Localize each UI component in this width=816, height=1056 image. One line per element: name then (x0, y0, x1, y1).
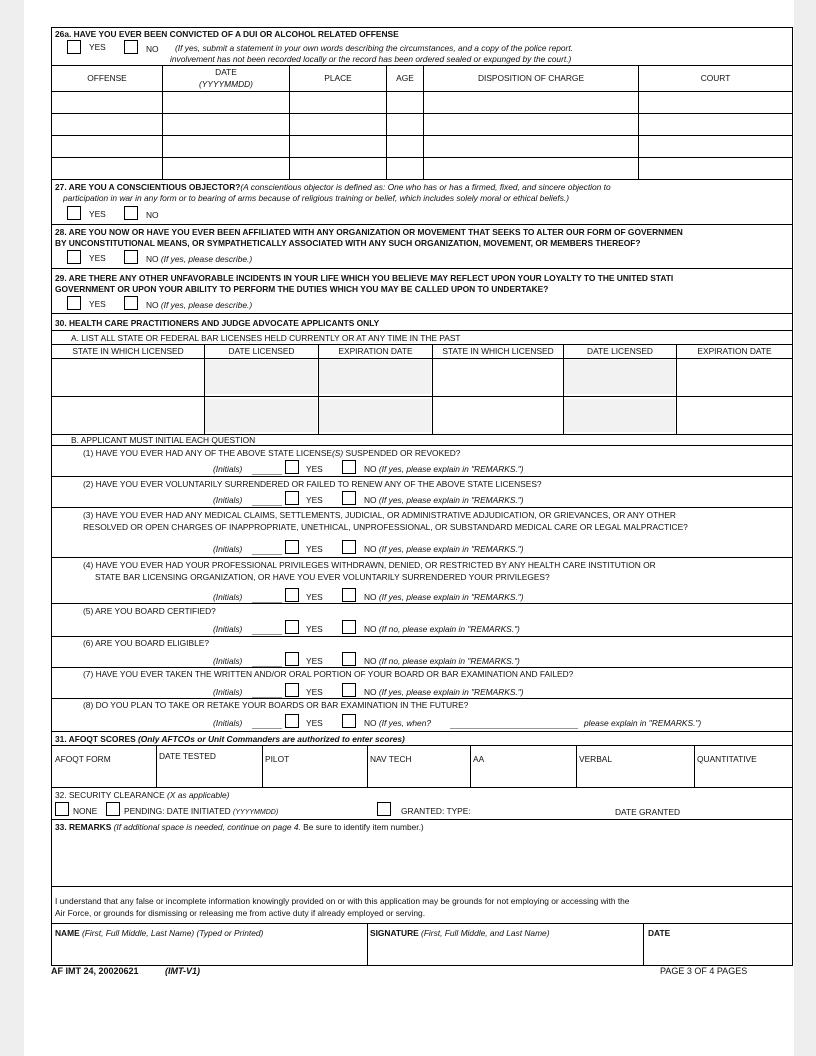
q30-item8-no-label (364, 718, 431, 728)
q29-yes-checkbox[interactable] (67, 296, 81, 310)
q26a-row2-offense[interactable] (54, 115, 160, 133)
q30-row2-exp-1[interactable] (319, 399, 431, 432)
q30-item6-yes-label: YES (306, 656, 323, 666)
q30-item7-initials-field[interactable] (252, 683, 282, 698)
q30-item5-no-checkbox[interactable] (342, 620, 356, 634)
q30-item6-no-label (364, 656, 520, 666)
q30-row1-exp-1[interactable] (319, 360, 431, 394)
q32-granted-label: GRANTED: TYPE: (401, 806, 471, 816)
q32-pending-text (124, 806, 278, 818)
q33-note: (If additional space is needed, continue on page 4. (113, 822, 301, 832)
date-field[interactable] (646, 940, 790, 962)
q30-item6-yes-checkbox[interactable] (285, 652, 299, 666)
q30-col-date-1: DATE LICENSED (228, 346, 295, 356)
q30-item8-when-field[interactable] (450, 714, 578, 729)
q30-row1-date-2[interactable] (564, 360, 675, 394)
signature-label-note: (First, Full Middle, and Last Name) (421, 928, 550, 938)
q31-col-nav-tech: NAV TECH (370, 754, 412, 764)
q30-row1-date-1[interactable] (205, 360, 317, 394)
certification-line-1: I understand that any false or incomplete information knowingly provided on or with this application may be grounds for not employing or accessing with the (55, 896, 630, 906)
q30-item2-no-text: NO (364, 495, 377, 505)
q32-heading: 32. SECURITY CLEARANCE (55, 790, 165, 800)
q30-item5-note: (If no, please explain in "REMARKS.") (378, 624, 520, 634)
q26a-col-date: DATE (215, 67, 237, 77)
q30-item1-question-s: (S) (332, 448, 344, 458)
q30-heading: 30. HEALTH CARE PRACTITIONERS AND JUDGE ADVOCATE APPLICANTS ONLY (55, 318, 380, 328)
q28-no-label (146, 254, 252, 264)
q30-item3-note: (If yes, please explain in "REMARKS.") (378, 544, 524, 554)
q30-item4-initials-field[interactable] (252, 588, 282, 603)
q30-item6-note: (If no, please explain in "REMARKS.") (378, 656, 520, 666)
q30-item4-yes-checkbox[interactable] (285, 588, 299, 602)
q30-item5-no-text: NO (364, 624, 377, 634)
q30-item1-no-text: NO (364, 464, 377, 474)
q30-item8-note-2: please explain in "REMARKS.") (584, 718, 702, 728)
q30-item7-no-label (364, 687, 524, 697)
q30-item1-no-label (364, 464, 524, 474)
q31-col-verbal: VERBAL (579, 754, 613, 764)
q26a-col-age: AGE (396, 73, 414, 83)
q30-item1-yes-label: YES (306, 464, 323, 474)
q30-item7-initials: (Initials) (213, 687, 243, 697)
q31-label (55, 734, 405, 744)
q33-note-2: Be sure to identify item number.) (300, 822, 424, 832)
page-number: PAGE 3 OF 4 PAGES (660, 966, 748, 976)
q30-item3-yes-checkbox[interactable] (285, 540, 299, 554)
q26a-note-1: (If yes, submit a statement in your own words describing the circumstances, and a copy of the police report. (175, 43, 574, 53)
q30-item6-no-checkbox[interactable] (342, 652, 356, 666)
q26a-row3-offense[interactable] (54, 137, 160, 155)
form-page (24, 0, 794, 1056)
q30-item3-no-text: NO (364, 544, 377, 554)
q30-item1-initials-field[interactable] (252, 460, 282, 475)
form-version: (IMT-V1) (165, 966, 200, 976)
q30-row2-date-1[interactable] (205, 399, 317, 432)
q26a-col-place: PLACE (324, 73, 352, 83)
q29-yes-label: YES (89, 299, 106, 309)
q30-item8-initials: (Initials) (213, 718, 243, 728)
signature-label: SIGNATURE (370, 928, 419, 938)
q30-item6-initials: (Initials) (213, 656, 243, 666)
q30-a-label: A. LIST ALL STATE OR FEDERAL BAR LICENSES HELD CURRENTLY OR AT ANY TIME IN THE PAST (71, 333, 461, 343)
name-label: NAME (55, 928, 80, 938)
q30-item8-yes-checkbox[interactable] (285, 714, 299, 728)
q32-pending-date-field[interactable] (304, 802, 374, 816)
q31-col-aa: AA (473, 754, 485, 764)
q32-none-label: NONE (73, 806, 98, 816)
q32-granted-type-field[interactable] (482, 802, 612, 816)
signature-field[interactable] (370, 940, 640, 962)
q30-item1-initials: (Initials) (213, 464, 243, 474)
q30-b-label: B. APPLICANT MUST INITIAL EACH QUESTION (71, 435, 256, 445)
q30-item5-question: (5) ARE YOU BOARD CERTIFIED? (83, 606, 216, 616)
q29-no-text: NO (146, 300, 159, 310)
q32-none-checkbox[interactable] (55, 802, 69, 816)
form-id: AF IMT 24, 20020621 (51, 966, 139, 976)
q26a-col-court: COURT (700, 73, 731, 83)
q30-item3-question-1: (3) HAVE YOU EVER HAD ANY MEDICAL CLAIMS, SETTLEMENTS, JUDICIAL, OR ADMINISTRATIVE ADJUDICATION, OR GRIEVANCES, OR ANY OTHER (83, 510, 676, 520)
q30-item6-initials-field[interactable] (252, 652, 282, 667)
q29-no-note: (If yes, please describe.) (160, 300, 253, 310)
q26a-note-2: involvement has not been recorded locally or the record has been ordered sealed or expunged by the court.) (170, 54, 572, 64)
signature-label-text (370, 928, 550, 938)
q30-item5-yes-label: YES (306, 624, 323, 634)
q30-item1-question-a: (1) HAVE YOU EVER HAD ANY OF THE ABOVE STATE LICENSE (83, 448, 332, 458)
q30-item3-question-2: RESOLVED OR OPEN CHARGES OF INAPPROPRIATE, UNETHICAL, UNPROFESSIONAL, OR SUBSTANDARD MEDICAL CARE OR LEGAL MALPRACTICE? (83, 522, 688, 532)
q28-no-note: (If yes, please describe.) (160, 254, 253, 264)
q30-item3-initials-field[interactable] (252, 540, 282, 555)
q30-item4-initials: (Initials) (213, 592, 243, 602)
q30-item5-yes-checkbox[interactable] (285, 620, 299, 634)
q30-item4-no-label (364, 592, 524, 602)
q28-yes-checkbox[interactable] (67, 250, 81, 264)
q32-pending-note: (YYYYMMDD) (233, 809, 279, 816)
q27-note-2: participation in war in any form or to bearing of arms because of religious training or belief, which includes solely moral or ethical beliefs.) (63, 193, 570, 203)
q30-item7-no-text: NO (364, 687, 377, 697)
q28-line-2: BY UNCONSTITUTIONAL MEANS, OR SYMPATHETICALLY ASSOCIATED WITH ANY SUCH ORGANIZATION, MOVEMENT, OR MEMBERS THEREOF? (55, 238, 641, 248)
q30-item8-no-text: NO (364, 718, 377, 728)
name-label-note: (First, Full Middle, Last Name) (Typed or Printed) (82, 928, 264, 938)
q28-no-checkbox[interactable] (124, 250, 138, 264)
q30-item8-note: (If yes, when? (378, 718, 432, 728)
q30-item6-no-text: NO (364, 656, 377, 666)
q28-no-text: NO (146, 254, 159, 264)
certification-line-2: Air Force, or grounds for dismissing or releasing me from active duty if already employed or serving. (55, 908, 426, 918)
q31-col-pilot: PILOT (265, 754, 290, 764)
q30-item1-yes-checkbox[interactable] (285, 460, 299, 474)
q30-item4-question-2: STATE BAR LICENSING ORGANIZATION, OR HAVE YOU EVER VOLUNTARILY SURRENDERED YOUR PRIVILEGES? (95, 572, 550, 582)
q30-item8-initials-field[interactable] (252, 714, 282, 729)
q31-col-date-tested: DATE TESTED (159, 751, 216, 761)
q30-col-state-1: STATE IN WHICH LICENSED (72, 346, 184, 356)
q30-item1-no-checkbox[interactable] (342, 460, 356, 474)
q30-item5-no-label (364, 624, 520, 634)
q30-item7-yes-checkbox[interactable] (285, 683, 299, 697)
q29-line-1: 29. ARE THERE ANY OTHER UNFAVORABLE INCIDENTS IN YOUR LIFE WHICH YOU BELIEVE MAY REFLECT UPON YOUR LOYALTY TO THE UNITED STATI (55, 273, 674, 283)
q30-item2-no-checkbox[interactable] (342, 491, 356, 505)
q30-col-exp-2: EXPIRATION DATE (697, 346, 772, 356)
q26a-col-disposition: DISPOSITION OF CHARGE (477, 73, 585, 83)
form-body (51, 27, 793, 966)
q30-item6-question: (6) ARE YOU BOARD ELIGIBLE? (83, 638, 209, 648)
q26a-yes-checkbox[interactable] (67, 40, 81, 54)
q30-row2-date-2[interactable] (564, 399, 675, 432)
q26a-no-checkbox[interactable] (124, 40, 138, 54)
q30-item7-yes-label: YES (306, 687, 323, 697)
q33-remarks-field[interactable] (54, 834, 790, 884)
q30-item2-no-label (364, 495, 524, 505)
q31-heading: 31. AFOQT SCORES (55, 734, 136, 744)
q30-item1-question-b: SUSPENDED OR REVOKED? (343, 448, 461, 458)
q30-item1-note: (If yes, please explain in "REMARKS.") (378, 464, 524, 474)
q31-heading-note: (Only AFTCOs or Unit Commanders are authorized to enter scores) (138, 734, 405, 744)
q30-item4-note: (If yes, please explain in "REMARKS.") (378, 592, 524, 602)
q26a-col-offense: OFFENSE (87, 73, 127, 83)
q27-no-label: NO (146, 210, 159, 220)
q30-item8-yes-label: YES (306, 718, 323, 728)
q27-yes-checkbox[interactable] (67, 206, 81, 220)
q30-col-exp-1: EXPIRATION DATE (338, 346, 413, 356)
q30-item3-no-label (364, 544, 524, 554)
q26a-heading: 26a. HAVE YOU EVER BEEN CONVICTED OF A DUI OR ALCOHOL RELATED OFFENSE (55, 29, 399, 39)
q30-item5-initials-field[interactable] (252, 620, 282, 635)
q30-item3-yes-label: YES (306, 544, 323, 554)
q30-item3-initials: (Initials) (213, 544, 243, 554)
q32-pending-checkbox[interactable] (106, 802, 120, 816)
q30-item4-no-checkbox[interactable] (342, 588, 356, 602)
q31-col-quantitative: QUANTITATIVE (697, 754, 757, 764)
q26a-row1-offense[interactable] (54, 93, 160, 111)
q29-line-2: GOVERNMENT OR UPON YOUR ABILITY TO PERFORM THE DUTIES WHICH YOU MAY BE CALLED UPON TO UNDERTAKE? (55, 284, 549, 294)
q32-pending-label: PENDING: DATE INITIATED (124, 806, 231, 816)
q28-line-1: 28. ARE YOU NOW OR HAVE YOU EVER BEEN AFFILIATED WITH ANY ORGANIZATION OR MOVEMENT THAT SEEKS TO ALTER OUR FORM OF GOVERNMEN (55, 227, 683, 237)
q30-item7-no-checkbox[interactable] (342, 683, 356, 697)
q28-yes-label: YES (89, 253, 106, 263)
q26a-row4-offense[interactable] (54, 159, 160, 177)
q33-heading: 33. REMARKS (55, 822, 112, 832)
q32-granted-checkbox[interactable] (377, 802, 391, 816)
q30-item2-initials: (Initials) (213, 495, 243, 505)
q32-date-granted-label: DATE GRANTED (615, 807, 680, 817)
q30-item4-no-text: NO (364, 592, 377, 602)
q26a-col-date-format: (YYYYMMDD) (199, 79, 253, 89)
q30-item7-note: (If yes, please explain in "REMARKS.") (378, 687, 524, 697)
q30-item7-question: (7) HAVE YOU EVER TAKEN THE WRITTEN AND/OR ORAL PORTION OF YOUR BOARD OR BAR EXAMINATION AND FAILED? (83, 669, 574, 679)
q29-no-checkbox[interactable] (124, 296, 138, 310)
q30-item3-no-checkbox[interactable] (342, 540, 356, 554)
q30-item2-yes-label: YES (306, 495, 323, 505)
q31-col-form: AFOQT FORM (55, 754, 111, 764)
q27-text (55, 182, 611, 192)
q30-item8-no-checkbox[interactable] (342, 714, 356, 728)
q30-item8-question: (8) DO YOU PLAN TO TAKE OR RETAKE YOUR BOARDS OR BAR EXAMINATION IN THE FUTURE? (83, 700, 469, 710)
q30-col-date-2: DATE LICENSED (587, 346, 653, 356)
q26a-no-label: NO (146, 44, 159, 54)
q32-heading-note: (X as applicable) (167, 790, 230, 800)
date-label: DATE (648, 928, 671, 938)
q30-item4-question-1: (4) HAVE YOU EVER HAD YOUR PROFESSIONAL PRIVILEGES WITHDRAWN, DENIED, OR RESTRICTED BY ANY HEALTH CARE INSTITUTION OR (83, 560, 656, 570)
name-label-text (55, 928, 263, 938)
q30-item2-question: (2) HAVE YOU EVER VOLUNTARILY SURRENDERED OR FAILED TO RENEW ANY OF THE ABOVE STATE LICENSES? (83, 479, 542, 489)
q30-item1-question (83, 448, 460, 458)
q30-item2-initials-field[interactable] (252, 491, 282, 506)
q32-date-granted-field[interactable] (692, 802, 788, 816)
q26a-yes-label: YES (89, 42, 106, 52)
q30-item2-yes-checkbox[interactable] (285, 491, 299, 505)
q30-col-state-2: STATE IN WHICH LICENSED (442, 346, 554, 356)
q30-item2-note: (If yes, please explain in "REMARKS.") (378, 495, 524, 505)
q30-item4-yes-label: YES (306, 592, 323, 602)
q30-item5-initials: (Initials) (213, 624, 243, 634)
q27-yes-label: YES (89, 209, 106, 219)
q33-label (55, 822, 424, 832)
q27-note-1: (A conscientious objector is defined as: One who has or has a firmed, fixed, and sincere objection to (240, 182, 611, 192)
q27-heading: 27. ARE YOU A CONSCIENTIOUS OBJECTOR? (55, 182, 241, 192)
q27-no-checkbox[interactable] (124, 206, 138, 220)
name-field[interactable] (54, 940, 364, 962)
q29-no-label (146, 300, 252, 310)
q32-label (55, 790, 229, 800)
